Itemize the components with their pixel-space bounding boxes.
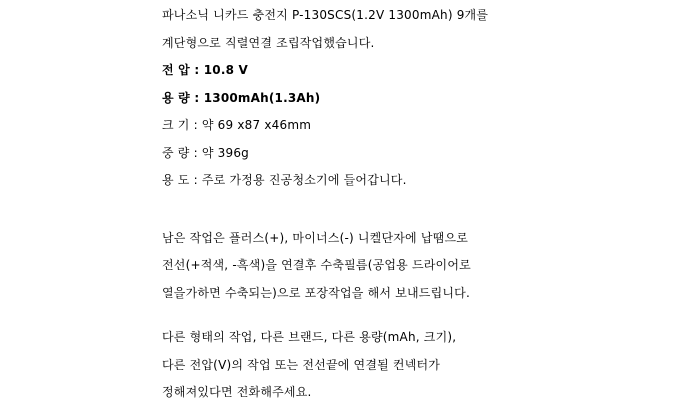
spec-weight: 중 량 : 약 396g bbox=[162, 145, 249, 160]
contact-note-line-3: 정해져있다면 전화해주세요. bbox=[162, 385, 312, 399]
paragraph-gap-1 bbox=[162, 195, 680, 225]
contact-note-line-2: 다른 전압(V)의 작업 또는 전선끝에 연결될 컨넥터가 bbox=[162, 357, 441, 372]
work-note-line-3: 열을가하면 수축되는)으로 포장작업을 해서 보내드립니다. bbox=[162, 285, 470, 300]
intro-line-2: 계단형으로 직렬연결 조립작업했습니다. bbox=[162, 35, 375, 50]
intro-line-1: 파나소닉 니카드 충전지 P-130SCS(1.2V 1300mAh) 9개를 bbox=[162, 8, 489, 22]
spec-capacity: 용 량 : 1300mAh(1.3Ah) bbox=[162, 90, 321, 105]
work-note-line-1: 남은 작업은 플러스(+), 마이너스(-) 니켈단자에 납땜으로 bbox=[162, 230, 469, 245]
spec-size: 크 기 : 약 69 x87 x46mm bbox=[162, 118, 312, 132]
contact-note-line-1: 다른 형태의 작업, 다른 브랜드, 다른 용량(mAh, 크기), bbox=[162, 330, 457, 344]
spec-usage: 용 도 : 주로 가정용 진공청소기에 들어갑니다. bbox=[162, 173, 407, 187]
paragraph-gap-2 bbox=[162, 307, 680, 324]
work-note-line-2: 전선(+적색, -흑색)을 연결후 수축필름(공업용 드라이어로 bbox=[162, 258, 471, 272]
spec-voltage: 전 압 : 10.8 V bbox=[162, 63, 248, 77]
